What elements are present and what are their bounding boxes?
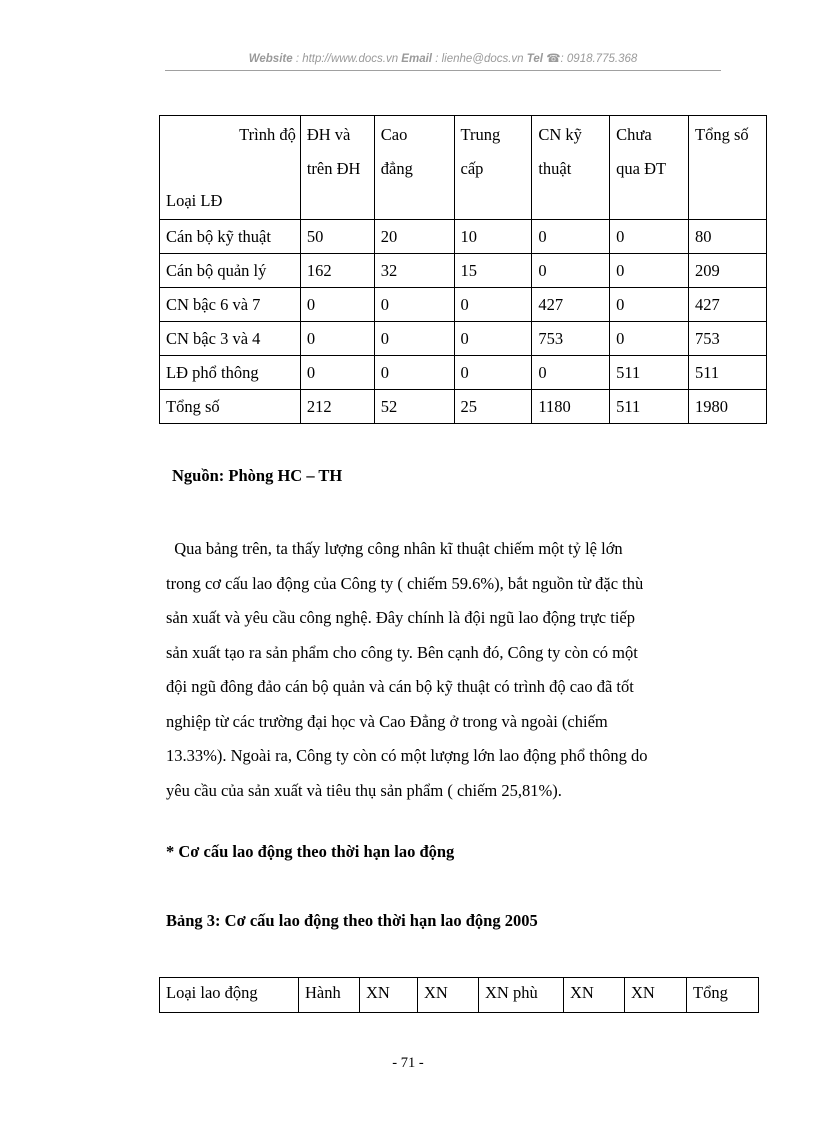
- email-label: Email: [401, 53, 432, 65]
- table-cell: 0: [610, 322, 689, 356]
- column-header: XN: [564, 978, 625, 1013]
- corner-bottom-label: Loại LĐ: [166, 191, 223, 210]
- table-row: [160, 288, 767, 322]
- table-cell: 511: [610, 390, 689, 424]
- table-cell: 0: [454, 356, 532, 390]
- paragraph-line: yêu cầu của sản xuất và tiêu thụ sản phẩm ( chiếm 25,81%).: [166, 780, 562, 800]
- paragraph-line: sản xuất tạo ra sản phẩm cho công ty. Bên cạnh đó, Công ty còn có một: [166, 642, 638, 662]
- table-cell: 212: [300, 390, 374, 424]
- paragraph-line: trong cơ cấu lao động của Công ty ( chiếm 59.6%), bắt nguồn từ đặc thù: [166, 573, 644, 593]
- table-cell: 0: [532, 356, 610, 390]
- website-label: Website: [248, 53, 293, 65]
- table-cell: 162: [300, 254, 374, 288]
- table-cell: 0: [300, 322, 374, 356]
- table-cell: 0: [532, 220, 610, 254]
- analysis-paragraph: [166, 532, 726, 808]
- table-cell: 0: [610, 288, 689, 322]
- table-cell: 427: [532, 288, 610, 322]
- table-cell: 0: [374, 322, 454, 356]
- paragraph-line: Qua bảng trên, ta thấy lượng công nhân kĩ thuật chiếm một tỷ lệ lớn: [166, 539, 623, 558]
- email-value: : lienhe@docs.vn: [435, 53, 524, 65]
- table-cell: 52: [374, 390, 454, 424]
- table-cell: 20: [374, 220, 454, 254]
- table-row: [160, 254, 767, 288]
- header-divider: [165, 70, 721, 71]
- column-header: ĐH và trên ĐH: [300, 116, 374, 220]
- row-label: Cán bộ kỹ thuật: [160, 220, 301, 254]
- table-cell: 0: [374, 288, 454, 322]
- labor-qualification-table: [159, 115, 767, 424]
- table-cell: 0: [300, 288, 374, 322]
- column-header: Tổng số: [689, 116, 767, 220]
- table-total-row: [160, 390, 767, 424]
- table-source-note: Nguồn: Phòng HC – TH: [172, 466, 343, 485]
- table-cell: 80: [689, 220, 767, 254]
- table-cell: 0: [374, 356, 454, 390]
- website-value: : http://www.docs.vn: [295, 53, 399, 65]
- table-cell: 511: [689, 356, 767, 390]
- column-header: XN: [360, 978, 418, 1013]
- table-cell: 753: [689, 322, 767, 356]
- table-header-row: [160, 116, 767, 220]
- table-header-row: [160, 978, 759, 1013]
- table-row: [160, 322, 767, 356]
- labor-contract-table: [159, 977, 759, 1013]
- tel-label: Tel: [526, 53, 543, 65]
- page-number: - 71 -: [392, 1055, 424, 1071]
- corner-top-label: Trình độ: [239, 125, 296, 144]
- table-cell: 511: [610, 356, 689, 390]
- table-cell: 427: [689, 288, 767, 322]
- table-cell: 209: [689, 254, 767, 288]
- paragraph-line: đội ngũ đông đảo cán bộ quản và cán bộ kỹ thuật có trình độ cao đã tốt: [166, 677, 634, 696]
- table-cell: 753: [532, 322, 610, 356]
- column-header: XN: [418, 978, 479, 1013]
- paragraph-line: 13.33%). Ngoài ra, Công ty còn có một lượng lớn lao động phổ thông do: [166, 746, 648, 765]
- table-cell: 0: [454, 288, 532, 322]
- table-row: [160, 356, 767, 390]
- column-header: XN: [625, 978, 687, 1013]
- table-cell: 0: [300, 356, 374, 390]
- column-header: Hành: [299, 978, 360, 1013]
- table-cell: 32: [374, 254, 454, 288]
- table-cell: 0: [532, 254, 610, 288]
- paragraph-line: sản xuất và yêu cầu công nghệ. Đây chính là đội ngũ lao động trực tiếp: [166, 608, 635, 627]
- table-cell: 25: [454, 390, 532, 424]
- table-row: [160, 220, 767, 254]
- row-label: Cán bộ quản lý: [160, 254, 301, 288]
- column-header: Tổng: [687, 978, 759, 1013]
- row-label: Tổng số: [160, 390, 301, 424]
- column-header: Trung cấp: [454, 116, 532, 220]
- table-cell: 0: [610, 220, 689, 254]
- phone-icon: ☎: [546, 53, 561, 65]
- row-label: CN bậc 3 và 4: [160, 322, 301, 356]
- table-cell: 50: [300, 220, 374, 254]
- table-cell: 15: [454, 254, 532, 288]
- table-cell: 1980: [689, 390, 767, 424]
- column-header: CN kỹ thuật: [532, 116, 610, 220]
- table-cell: 1180: [532, 390, 610, 424]
- column-header: XN phù: [479, 978, 564, 1013]
- column-header: Loại lao động: [160, 978, 299, 1013]
- column-header: Chưa qua ĐT: [610, 116, 689, 220]
- table-cell: 0: [610, 254, 689, 288]
- table-cell: 10: [454, 220, 532, 254]
- column-header: Cao đẳng: [374, 116, 454, 220]
- table-cell: 0: [454, 322, 532, 356]
- corner-cell: [160, 116, 301, 220]
- tel-value: : 0918.775.368: [560, 53, 638, 65]
- table-caption: Bảng 3: Cơ cấu lao động theo thời hạn lao động 2005: [166, 911, 538, 930]
- section-heading: * Cơ cấu lao động theo thời hạn lao động: [166, 842, 455, 861]
- paragraph-line: nghiệp từ các trường đại học và Cao Đẳng ở trong và ngoài (chiếm: [166, 711, 608, 731]
- row-label: CN bậc 6 và 7: [160, 288, 301, 322]
- page-header: [165, 51, 721, 65]
- row-label: LĐ phổ thông: [160, 356, 301, 390]
